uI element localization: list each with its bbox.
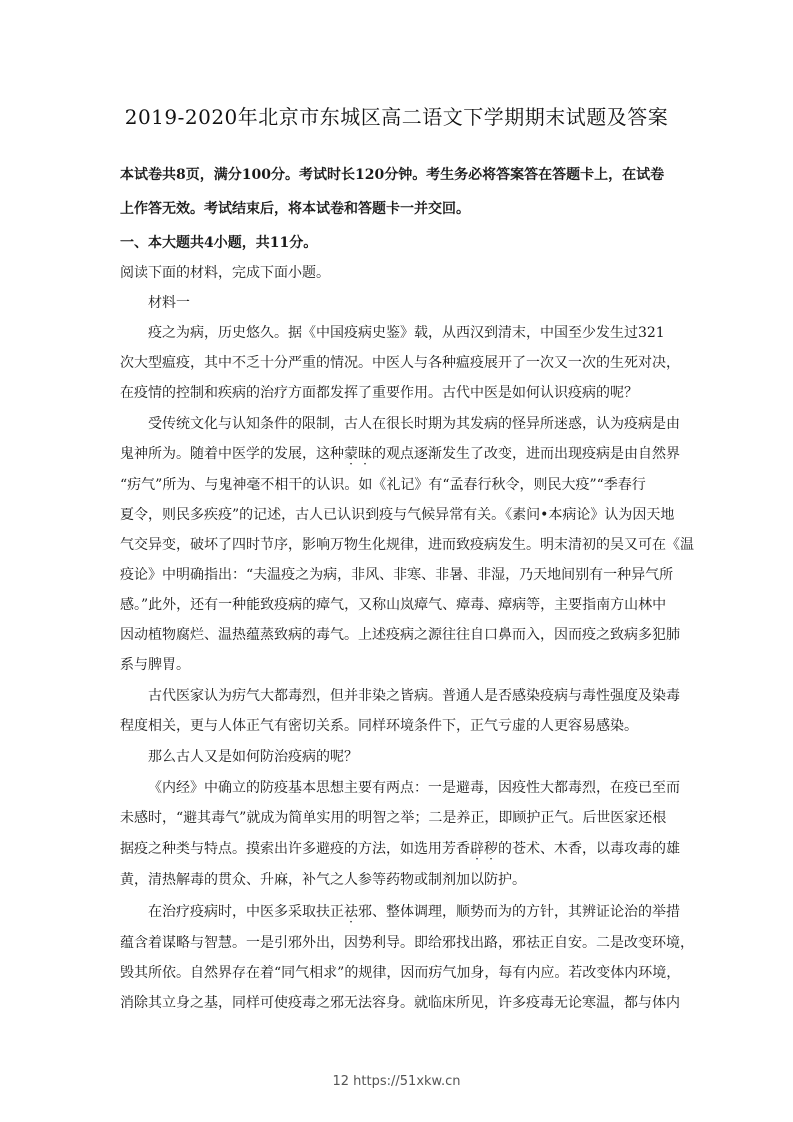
paragraph-3-line-1: 古代医家认为疠气大都毒烈，但并非染之皆病。普通人是否感染疫病与毒性强度及染毒 [148,688,680,704]
paragraph-5-line-2: 未感时，“避其毒气”就成为简单实用的明智之举；二是养正，即顾护正气。后世医家还根 [120,810,667,826]
document-title: 2019-2020年北京市东城区高二语文下学期期末试题及答案 [124,105,669,129]
paragraph-6-line-1 [148,901,708,921]
text-segment: 邪、整体调理，顺势而为的方针，其辨证论治的举措 [358,904,680,920]
paragraph-2-line-3: “疠气”所为、与鬼神毫不相干的认识。如《礼记》有“孟春行秋令，则民大疫”“季春行 [120,477,646,493]
exam-notice-line-2: 上作答无效。考试结束后，将本试卷和答题卡一并交回。 [120,201,470,217]
section-heading: 一、本大题共4小题，共11分。 [120,235,318,251]
text-segment: 据疫之种类与特点。摸索出许多避疫的方法，如选用芳香 [120,841,470,857]
paragraph-6-line-4: 消除其立身之基，同样可使疫毒之邪无法容身。就临床所见，许多疫毒无论寒温，都与体内 [120,995,680,1011]
dotted-character: 祛 [344,904,358,920]
instruction-text: 阅读下面的材料，完成下面小题。 [120,265,330,281]
dotted-character: 辟 [470,841,484,857]
paragraph-5-line-4: 黄，清热解毒的贯众、升麻，补气之人参等药物或制剂加以防护。 [120,872,526,888]
text-segment: 在治疗疫病时，中医多采取扶正 [148,904,344,920]
dotted-character: 蒙 [344,446,358,462]
paragraph-1-line-1: 疫之为病，历史悠久。据《中国疫病史鉴》载，从西汉到清末，中国至少发生过321 [148,325,665,341]
paragraph-2-line-4: 夏令，则民多疾疫”的记述，古人已认识到疫与气候异常有关。《素问•本病论》认为因天地 [120,507,675,523]
paragraph-2-line-1: 受传统文化与认知条件的限制，古人在很长时期为其发病的怪异所迷惑，认为疫病是由 [148,416,680,432]
paragraph-2-line-6: 疫论》中明确指出：“夫温疫之为病，非风、非寒、非暑、非湿，乃天地间别有一种异气所 [120,567,674,583]
paragraph-2-line-7: 感。”此外，还有一种能致疫病的瘴气，又称山岚瘴气、瘴毒、瘴病等，主要指南方山林中 [120,597,667,613]
paragraph-2-line-5: 气交异变，破坏了四时节序，影响万物生化规律，进而致疫病发生。明末清初的吴又可在《温 [120,537,694,553]
paragraph-2-line-8: 因动植物腐烂、温热蕴蒸致病的毒气。上述疫病之源往往自口鼻而入，因而疫之致病多犯肺 [120,627,680,643]
text-segment: 的苍术、木香，以毒攻毒的雄 [498,841,680,857]
paragraph-2-line-2 [120,443,680,463]
page-footer: 12 https://51xkw.cn [332,1074,461,1089]
paragraph-2-line-9: 系与脾胃。 [120,657,190,673]
paragraph-1-line-2: 次大型瘟疫，其中不乏十分严重的情况。中医人与各种瘟疫展开了一次又一次的生死对决， [120,355,680,371]
dotted-character: 秽 [484,841,498,857]
text-segment: 的观点逐渐发生了改变，进而出现疫病是由自然界 [372,446,680,462]
paragraph-6-line-3: 毁其所依。自然界存在着“同气相求”的规律，因而疠气加身，每有内应。若改变体内环境， [120,965,681,981]
paragraph-1-line-3: 在疫情的控制和疾病的治疗方面都发挥了重要作用。古代中医是如何认识疫病的呢？ [120,385,638,401]
paragraph-6-line-2: 蕴含着谋略与智慧。一是引邪外出，因势利导。即给邪找出路，邪祛正自安。二是改变环境， [120,935,694,951]
dotted-character: 昧 [358,446,372,462]
paragraph-5-line-1: 《内经》中确立的防疫基本思想主要有两点：一是避毒，因疫性大都毒烈，在疫已至而 [148,780,680,796]
material-label: 材料一 [148,295,190,311]
paragraph-3-line-2: 程度相关，更与人体正气有密切关系。同样环境条件下，正气亏虚的人更容易感染。 [120,718,638,734]
text-segment: 鬼神所为。随着中医学的发展，这种 [120,446,344,462]
paragraph-5-line-3 [120,838,680,858]
exam-notice-line-1: 本试卷共8页，满分100分。考试时长120分钟。考生务必将答案答在答题卡上，在试卷 [120,167,665,183]
paragraph-4-line-1: 那么古人又是如何防治疫病的呢？ [148,749,358,765]
